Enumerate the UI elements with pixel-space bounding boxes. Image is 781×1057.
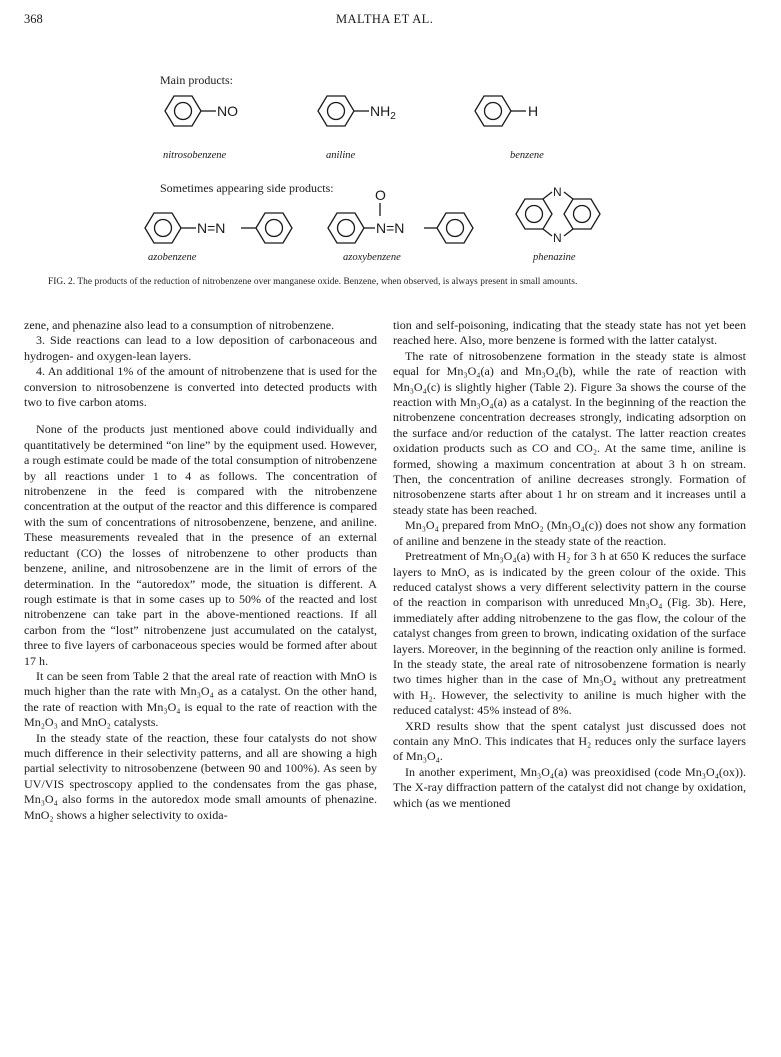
benzene-ring-icon (475, 96, 526, 126)
label-nitrosobenzene: nitrosobenzene (163, 150, 227, 161)
azoxybenzene-structure (323, 186, 498, 252)
nitrosobenzene-structure (160, 88, 280, 134)
phenazine-n-top: N (553, 185, 562, 199)
group-nh2-subscript: 2 (390, 111, 396, 122)
label-benzene: benzene (510, 150, 544, 161)
group-no: NO (217, 103, 238, 119)
group-h: H (528, 103, 539, 119)
benzene-structure (470, 88, 570, 134)
left-column (24, 318, 377, 823)
label-phenazine: phenazine (533, 252, 576, 263)
paragraph: tion and self-poisoning, indicating that the steady state has not yet been reached here. Also, more benzene is formed with the latter catalyst. (393, 318, 746, 348)
figure-caption: FIG. 2. The products of the reduction of nitrobenzene over manganese oxide. Benzene, when observed, is always present in small amounts. (48, 277, 578, 287)
running-head: MALTHA ET AL. (336, 12, 434, 26)
aniline-structure (313, 88, 433, 134)
side-products-title: Sometimes appearing side products: (160, 181, 334, 195)
paragraph: In the steady state of the reaction, these four catalysts do not show much difference in their selectivity patterns, and all are showing a high partial selectivity to nitrosobenzene (between 90 and 100%). As seen by UV/VIS spectroscopy applied to the condensates from the gas phase, Mn₃O₄ also forms in the autoredox mode small amounts of phenazine. MnO₂ shows a higher selectivity to oxida- (24, 730, 377, 822)
paragraph: It can be seen from Table 2 that the areal rate of reaction with MnO is much higher than the rate with Mn₃O₄ as a catalyst. On the other hand, the rate of reaction with Mn₃O₄ is equal to the rate of reaction with the Mn₂O₃ and MnO₂ catalysts. (24, 668, 377, 730)
paragraph: 4. An additional 1% of the amount of nitrobenzene that is used for the conversion to nitrosobenzene is converted into detected products with two to five carbon atoms. (24, 364, 377, 410)
paragraph: The rate of nitrosobenzene formation in the steady state is almost equal for Mn₃O₄(a) and Mn₃O₄(b), while the rate of reaction with Mn₃O₄(c) is slightly higher (Table 2). Figure 3a shows the course of the reaction with Mn₃O₄(a) as a catalyst. In the beginning of the reaction the nitrobenzene concentration decreases strongly, indicating adsorption on the surface and/or reduction of the catalyst. The latter reaction creates oxidation products such as CO and CO₂. At the same time, aniline is formed, showing a maximum concentration at about 3 h on stream. Then, the concentration of aniline decreases strongly. Formation of nitrosobenzene starts after about 1 hr on stream and it increases until a steady state has been reached. (393, 348, 746, 517)
page-number: 368 (24, 12, 43, 26)
right-column (393, 318, 746, 811)
paragraph: In another experiment, Mn₃O₄(a) was preoxidised (code Mn₃O₄(ox)). The X-ray diffraction pattern of the catalyst did not change by oxidation, which (as we mentioned (393, 764, 746, 810)
paragraph: 3. Side reactions can lead to a low deposition of carbonaceous and hydrogen- and oxygen-lean layers. (24, 333, 377, 363)
paragraph: XRD results show that the spent catalyst just discussed does not contain any MnO. This indicates that H₂ reduces only the surface layers of Mn₃O₄. (393, 718, 746, 764)
azobenzene-structure (140, 205, 315, 251)
paragraph: Mn₃O₄ prepared from MnO₂ (Mn₃O₄(c)) does not show any formation of aniline and benzene in the steady state of the reaction. (393, 518, 746, 548)
paragraph: Pretreatment of Mn₃O₄(a) with H₂ for 3 h at 650 K reduces the surface layers to MnO, as is indicated by the green colour of the oxide. This reduced catalyst shows a very different selectivity pattern in the course of the reaction in comparison with unreduced Mn₃O₄ (Fig. 3b). Here, immediately after adding nitrobenzene to the gas flow, the colour of the catalyst changes from green to brown, indicating oxidation of the surface layers. Moreover, in the beginning of the reaction only aniline is formed. In the steady state, the areal rate of nitrosobenzene formation is nearly two times higher than in the case of Mn₃O₄ without any pretreatment with H₂. However, the selectivity to aniline is much higher with the reduced catalyst: 45% instead of 8%. (393, 549, 746, 718)
label-azobenzene: azobenzene (148, 252, 197, 263)
group-azo: N=N (197, 220, 226, 236)
svg-text:NH2 (370, 103, 396, 122)
label-azoxybenzene: azoxybenzene (343, 252, 401, 263)
paragraph: zene, and phenazine also lead to a consumption of nitrobenzene. (24, 318, 335, 332)
phenazine-n-bottom: N (553, 231, 562, 245)
group-nh2: NH (370, 103, 391, 119)
group-oxygen: O (375, 187, 386, 203)
phenazine-structure (508, 184, 618, 246)
paragraph: None of the products just mentioned above could individually and quantitatively be determined “on line” by the equipment used. However, a rough estimate could be made of the total consumption of nitrobenzene by all reactions under 1 to 4 as follows. The concentration of nitrobenzene in the feed is compared with the nitrobenzene concentration at the output of the reactor and this difference is compared with the sum of concentrations of nitrosobenzene, benzene, and aniline. These measurements revealed that in the presence of an external reductant (CO) the losses of nitrobenzene to other products than benzene, aniline, and nitrosobenzene are in the limit of errors of the determination. In the “autoredox” mode, the situation is different. A rough estimate is that in some cases up to 50% of the reacted and lost nitrobenzene can take part in the above-mentioned reactions. If all carbon from the “lost” nitrobenzene just accumulated on the catalyst, three to five layers of carbonaceous species would be formed after about 17 h. (24, 422, 377, 668)
group-azoxy: N=N (376, 220, 405, 236)
main-products-title: Main products: (160, 73, 233, 87)
benzene-ring-icon (318, 96, 369, 126)
benzene-ring-icon (165, 96, 216, 126)
label-aniline: aniline (326, 150, 356, 161)
